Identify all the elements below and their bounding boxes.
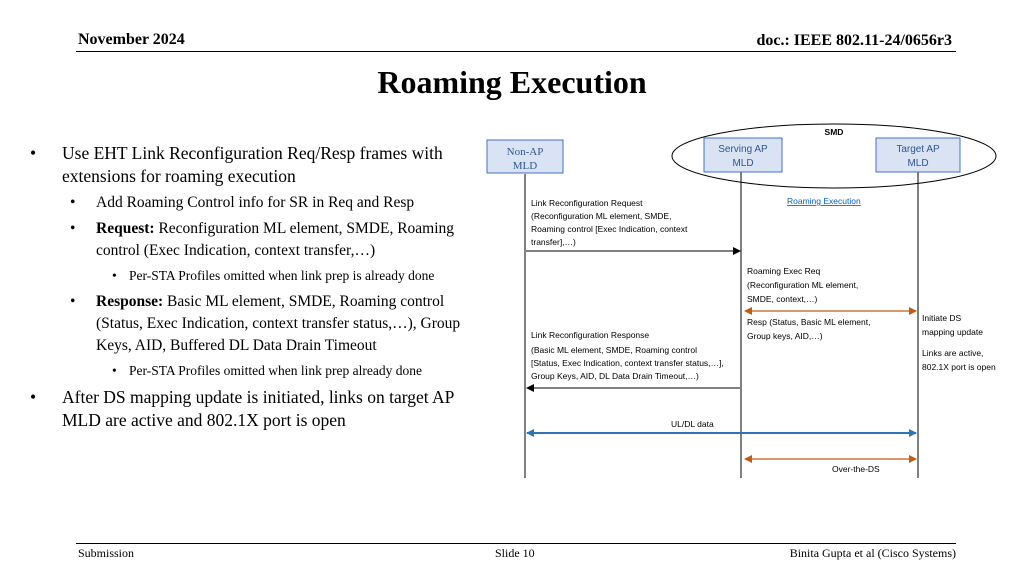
over-ds-label: Over-the-DS [832, 464, 880, 474]
exec-req-label-1: Roaming Exec Req [747, 266, 821, 276]
bullet-text: Reconfiguration ML element, SMDE, Roaming control (Exec Indication, context transfer,…) [96, 220, 455, 259]
lr-request-label-2: (Reconfiguration ML element, SMDE, [531, 211, 672, 221]
bullet-label: Response: [96, 293, 164, 310]
uldl-label: UL/DL data [671, 419, 714, 429]
non-ap-mld-box [487, 140, 563, 173]
lr-response-label-4: Group Keys, AID, DL Data Drain Timeout,…) [531, 371, 699, 381]
exec-req-label-2: (Reconfiguration ML element, [747, 280, 859, 290]
bullet-item: • Per-STA Profiles omitted when link prep is already done [112, 268, 435, 283]
header-doc-id: doc.: IEEE 802.11-24/0656r3 [756, 32, 952, 49]
footer-divider [76, 543, 956, 544]
ds-update-label-2: mapping update [922, 327, 983, 337]
smd-label: SMD [824, 127, 844, 137]
footer-submission: Submission [78, 546, 135, 560]
slide-title: Roaming Execution [377, 64, 647, 100]
lr-response-label-3: [Status, Exec Indication, context transfer status,…], [531, 358, 724, 368]
non-ap-label-2: MLD [512, 160, 538, 172]
target-ap-label-1: Target AP [896, 144, 940, 155]
links-active-label-2: 802.1X port is open [922, 362, 996, 372]
bullet-item: • Request: Reconfiguration ML element, SMDE, Roaming control (Exec Indication, context transfer,…) [70, 220, 455, 259]
target-ap-mld-box [876, 138, 960, 172]
bullet-text: Per-STA Profiles omitted when link prep already done [129, 363, 422, 378]
target-ap-label-2: MLD [907, 158, 929, 169]
serving-ap-mld-box [704, 138, 782, 172]
bullet-item: • Add Roaming Control info for SR in Req and Resp [70, 194, 415, 211]
bullet-item: • Use EHT Link Reconfiguration Req/Resp frames with extensions for roaming execution [30, 143, 443, 186]
bullet-label: Request: [96, 220, 155, 237]
bullet-item: • Per-STA Profiles omitted when link prep already done [112, 363, 422, 378]
lr-request-label-3: Roaming control [Exec Indication, context [531, 224, 688, 234]
lr-request-label-4: transfer],…) [531, 237, 576, 247]
serving-ap-label-1: Serving AP [718, 144, 768, 155]
exec-req-label-3: SMDE, context,…) [747, 294, 818, 304]
bullet-text: Per-STA Profiles omitted when link prep is already done [129, 268, 435, 283]
exec-resp-label-2: Group keys, AID,…) [747, 331, 823, 341]
bullet-text: After DS mapping update is initiated, links on target AP MLD are active and 802.1X port is open [62, 387, 454, 430]
ds-update-label-1: Initiate DS [922, 313, 962, 323]
roaming-execution-link[interactable]: Roaming Execution [787, 196, 861, 206]
non-ap-label-1: Non-AP [506, 146, 544, 158]
exec-resp-label-1: Resp (Status, Basic ML element, [747, 317, 871, 327]
lr-response-label-1: Link Reconfiguration Response [531, 330, 650, 340]
serving-ap-label-2: MLD [732, 158, 754, 169]
bullet-item: • After DS mapping update is initiated, links on target AP MLD are active and 802.1X port is open [30, 387, 454, 430]
lr-request-label-1: Link Reconfiguration Request [531, 198, 643, 208]
bullet-text: Basic ML element, SMDE, Roaming control (Status, Exec Indication, context transfer status,…), Group Keys, AID, Buffered DL Data Drain Timeout [96, 293, 461, 354]
links-active-label-1: Links are active, [922, 348, 984, 358]
footer-slide-number: Slide 10 [495, 546, 535, 560]
bullet-item: • Response: Basic ML element, SMDE, Roaming control (Status, Exec Indication, context transfer status,…), Group Keys, AID, Buffered DL Data Drain Timeout [70, 293, 461, 354]
footer-authors: Binita Gupta et al (Cisco Systems) [789, 546, 956, 560]
bullet-text: Use EHT Link Reconfiguration Req/Resp frames with extensions for roaming execution [62, 143, 443, 186]
bullet-text: Add Roaming Control info for SR in Req and Resp [96, 194, 415, 211]
header-date: November 2024 [78, 31, 185, 48]
lr-response-label-2: (Basic ML element, SMDE, Roaming control [531, 345, 697, 355]
